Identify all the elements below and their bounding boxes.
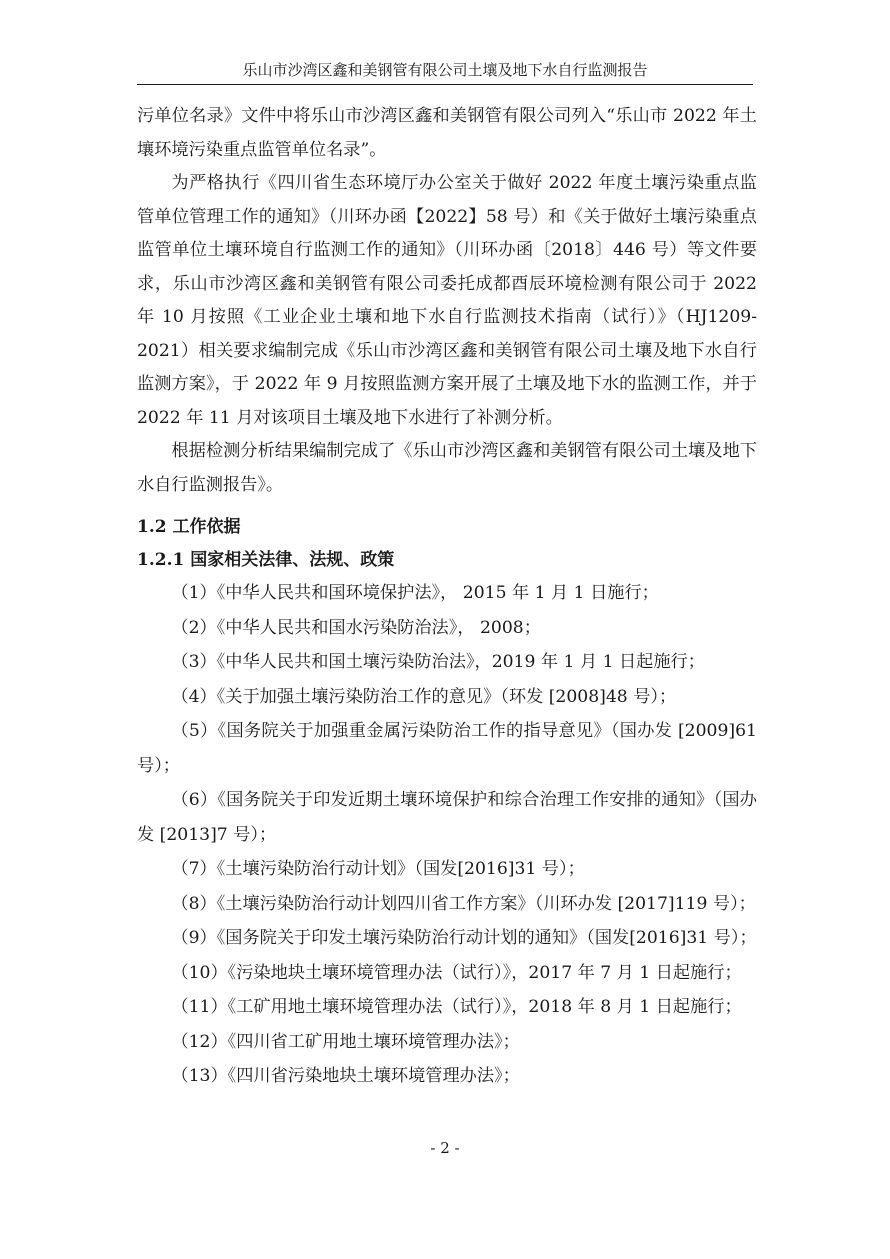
list-item: （10）《污染地块土壤环境管理办法（试行）》，2017 年 7 月 1 日起施行； (171, 962, 742, 983)
paragraph-continuation: 污单位名录》文件中将乐山市沙湾区鑫和美钢管有限公司列入“乐山市 2022 年土壤环境污染重点监管单位名录”。 (137, 106, 757, 160)
subsection-heading: 1.2.1 国家相关法律、法规、政策 (137, 550, 395, 570)
list-item: （2）《中华人民共和国水污染防治法》， 2008； (171, 617, 541, 638)
page-body (137, 100, 757, 1094)
list-item: （6）《国务院关于印发近期土壤环境保护和综合治理工作安排的通知》（国办发 [2013]7 号）； (137, 790, 757, 845)
list-item: （1）《中华人民共和国环境保护法》， 2015 年 1 月 1 日施行； (171, 583, 659, 603)
section-heading: 1.2 工作依据 (137, 517, 241, 537)
list-item: （11）《工矿用地土壤环境管理办法（试行）》，2018 年 8 月 1 日起施行； (171, 997, 742, 1017)
list-item: （13）《四川省污染地块土壤环境管理办法》； (171, 1066, 520, 1086)
list-item: （12）《四川省工矿用地土壤环境管理办法》； (171, 1031, 520, 1052)
paragraph-report-basis: 根据检测分析结果编制完成了《乐山市沙湾区鑫和美钢管有限公司土壤及地下水自行监测报告》。 (137, 441, 757, 495)
list-item: （4）《关于加强土壤污染防治工作的意见》（环发 [2008]48 号）； (171, 686, 677, 707)
list-item: （7）《土壤污染防治行动计划》（国发[2016]31 号）； (171, 859, 585, 879)
list-item: （5）《国务院关于加强重金属污染防治工作的指导意见》（国办发 [2009]61 号）； (137, 721, 757, 776)
running-header: 乐山市沙湾区鑫和美钢管有限公司土壤及地下水自行监测报告 (242, 61, 648, 79)
paragraph-requirements: 为严格执行《四川省生态环境厅办公室关于做好 2022 年度土壤污染重点监管单位管理工作的通知》（川环办函【2022】58 号）和《关于做好土壤污染重点监管单位土壤环境自行监测工作的通知》（川环办函〔2018〕446 号）等文件要求，乐山市沙湾区鑫和美钢管有限公司委托成都酉辰环境检测有限公司于 2022 年 10 月按照《工业企业土壤和地下水自行监测技术指南（试行）》（HJ1209-2021）相关要求编制完成《乐山市沙湾区鑫和美钢管有限公司土壤及地下水自行监测方案》，于 2022 年 9 月按照监测方案开展了土壤及地下水的监测工作，并于 2022 年 11 月对该项目土壤及地下水进行了补测分析。 (137, 173, 757, 428)
list-item: （8）《土壤污染防治行动计划四川省工作方案》（川环办发 [2017]119 号）； (171, 893, 756, 914)
list-item: （9）《国务院关于印发土壤污染防治行动计划的通知》（国发[2016]31 号）； (171, 928, 757, 948)
page-number: - 2 - (430, 1139, 460, 1157)
header-rule (137, 84, 753, 85)
list-item: （3）《中华人民共和国土壤污染防治法》，2019 年 1 月 1 日起施行； (171, 652, 705, 672)
